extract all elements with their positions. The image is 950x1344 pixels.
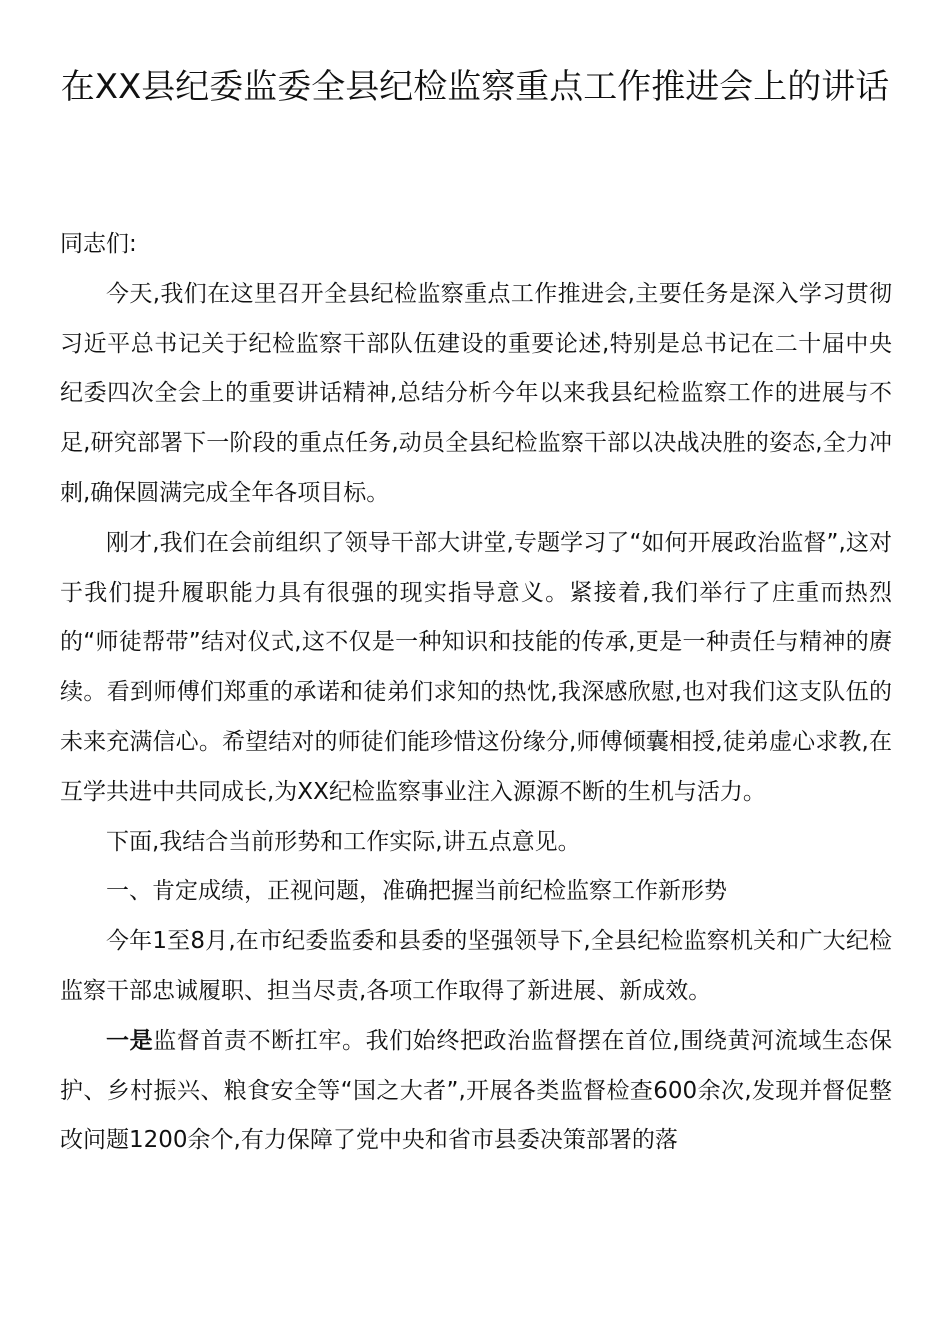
paragraph-opening: 今天,我们在这里召开全县纪检监察重点工作推进会,主要任务是深入学习贯彻习近平总书记关于纪检监察干部队伍建设的重要论述,特别是总书记在二十届中央纪委四次全会上的重要讲话精神,总结分析今年以来我县纪检监察工作的进展与不足,研究部署下一阶段的重点任务,动员全县纪检监察干部以决战决胜的姿态,全力冲刺,确保圆满完成全年各项目标。 [60,280,892,506]
paragraph-outline: 下面,我结合当前形势和工作实际,讲五点意见。 [106,828,581,855]
section-heading-1: 一、肯定成绩，正视问题，准确把握当前纪检监察工作新形势 [106,878,727,905]
paragraph-achievements: 今年1至8月,在市纪委监委和县委的坚强领导下,全县纪检监察机关和广大纪检监察干部忠诚履职、担当尽责,各项工作取得了新进展、新成效。 [60,928,892,1004]
paragraph-supervision [60,1017,892,1166]
document-body [60,220,892,1166]
salutation: 同志们: [60,231,137,257]
paragraph-ceremony: 刚才,我们在会前组织了领导干部大讲堂,专题学习了“如何开展政治监督”,这对于我们提升履职能力具有很强的现实指导意义。紧接着,我们举行了庄重而热烈的“师徒帮带”结对仪式,这不仅是一种知识和技能的传承,更是一种责任与精神的赓续。看到师傅们郑重的承诺和徒弟们求知的热忱,我深感欣慰,也对我们这支队伍的未来充满信心。希望结对的师徒们能珍惜这份缘分,师傅倾囊相授,徒弟虚心求教,在互学共进中共同成长,为XX纪检监察事业注入源源不断的生机与活力。 [60,529,892,805]
point-lead: 一是 [106,1027,154,1054]
document-title: 在XX县纪委监委全县纪检监察重点工作推进会上的讲话 [60,67,890,107]
point-text: 监督首责不断扛牢。我们始终把政治监督摆在首位,围绕黄河流域生态保护、乡村振兴、粮食安全等“国之大者”,开展各类监督检查600余次,发现并督促整改问题1200余个,有力保障了党中央和省市县委决策部署的落 [60,1027,893,1154]
